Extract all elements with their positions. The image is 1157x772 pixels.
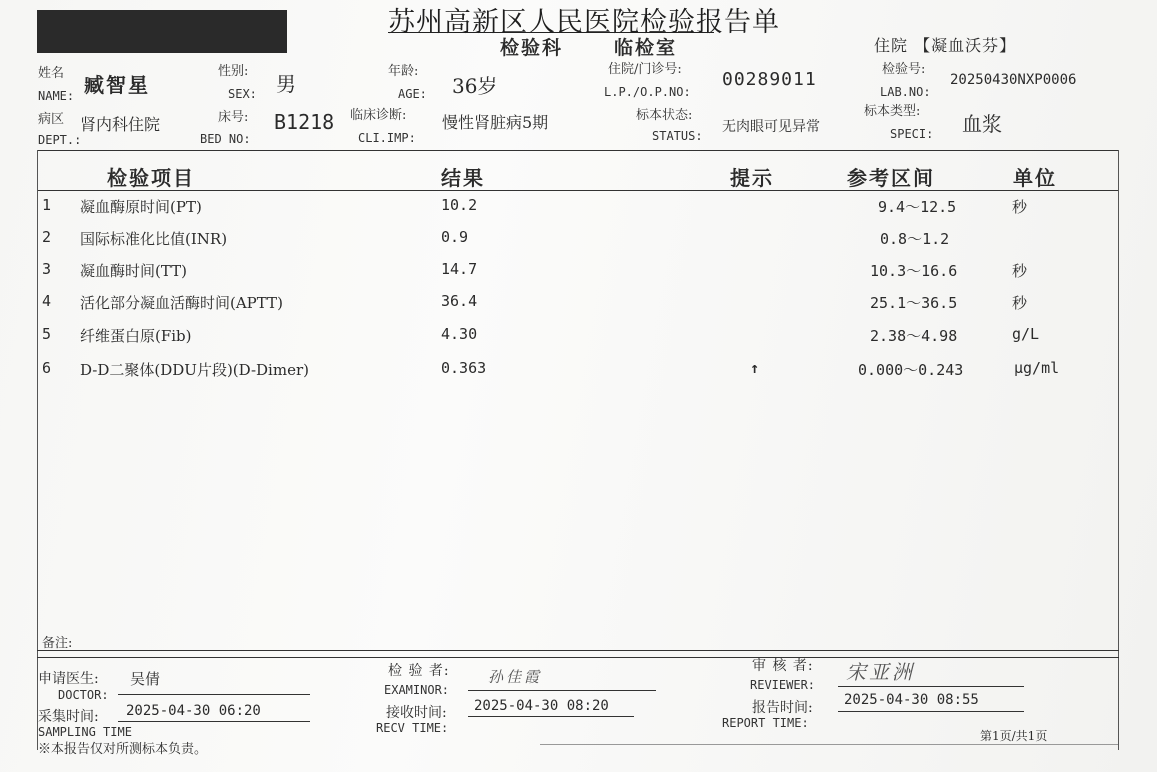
- doctor-label-en: DOCTOR:: [58, 688, 109, 702]
- status-label-en: STATUS:: [652, 129, 703, 143]
- page-number: 第1页/共1页: [980, 729, 1048, 743]
- row-ref: 10.3～16.6: [870, 262, 958, 280]
- footer-top-rule: [37, 650, 1119, 651]
- row-hint-up-arrow: ↑: [750, 359, 760, 377]
- ward-type: 住院 【凝血沃芬】: [874, 36, 1017, 55]
- recv-underline: [468, 716, 634, 717]
- lp-label-cn: 住院/门诊号:: [608, 62, 682, 77]
- speci-value: 血浆: [962, 112, 1002, 136]
- name-label-cn: 姓名: [38, 66, 65, 81]
- row-unit: g/L: [1012, 325, 1040, 343]
- status-label-cn: 标本状态:: [636, 108, 693, 123]
- row-number: 2: [42, 228, 52, 246]
- row-item: 纤维蛋白原(Fib): [80, 327, 192, 345]
- remarks-label: 备注:: [42, 636, 73, 651]
- recv-label-cn: 接收时间:: [386, 705, 447, 721]
- reviewer-signature: 宋亚洲: [846, 660, 915, 684]
- row-number: 5: [42, 325, 52, 343]
- lab-number: 20250430NXP0006: [950, 72, 1077, 88]
- table-row: [0, 325, 1157, 357]
- examinor-signature: 孙佳霞: [488, 668, 543, 686]
- table-top-rule: [37, 150, 1119, 151]
- table-row: [0, 359, 1157, 391]
- table-row: [0, 196, 1157, 228]
- row-item: 国际标准化比值(INR): [80, 230, 228, 248]
- row-ref: 25.1～36.5: [870, 294, 958, 312]
- examinor-label-cn: 检 验 者:: [388, 663, 450, 679]
- sampling-underline: [118, 721, 310, 722]
- header-hint: 提示: [730, 166, 774, 190]
- report-time: 2025-04-30 08:55: [844, 692, 979, 708]
- row-ref: 2.38～4.98: [870, 327, 958, 345]
- reviewer-label-en: REVIEWER:: [750, 678, 816, 692]
- row-item: D-D二聚体(DDU片段)(D-Dimer): [80, 361, 309, 379]
- header-unit: 单位: [1013, 166, 1057, 190]
- row-unit: μg/ml: [1014, 359, 1060, 377]
- reviewer-underline: [838, 686, 1024, 687]
- recv-time: 2025-04-30 08:20: [474, 698, 609, 714]
- lab-section: 临检室: [614, 37, 678, 59]
- header-result: 结果: [441, 166, 485, 190]
- lp-label-en: L.P./O.P.NO:: [604, 85, 691, 99]
- row-result: 0.363: [441, 359, 487, 377]
- footer-second-rule: [37, 657, 1119, 658]
- department: 检验科: [500, 37, 564, 59]
- row-result: 0.9: [441, 228, 469, 246]
- row-result: 36.4: [441, 292, 478, 310]
- age-label-en: AGE:: [398, 87, 427, 101]
- examinor-underline: [468, 690, 656, 691]
- row-number: 3: [42, 260, 52, 278]
- row-number: 4: [42, 292, 52, 310]
- report-label-en: REPORT TIME:: [722, 716, 809, 730]
- lab-no-label-cn: 检验号:: [882, 62, 926, 77]
- bed-label-en: BED NO:: [200, 132, 251, 146]
- patient-age: 36岁: [452, 74, 498, 98]
- dept-label-cn: 病区: [38, 112, 65, 127]
- table-row: [0, 228, 1157, 260]
- table-row: [0, 292, 1157, 324]
- speci-label-en: SPECI:: [890, 127, 934, 141]
- sex-label-cn: 性别:: [218, 64, 249, 79]
- bottom-rule: [540, 744, 1118, 745]
- bed-number: B1218: [274, 110, 335, 134]
- cli-label-cn: 临床诊断:: [350, 108, 407, 123]
- row-result: 4.30: [441, 325, 478, 343]
- dept-value: 肾内科住院: [80, 115, 161, 134]
- patient-sex: 男: [276, 72, 296, 96]
- status-value: 无肉眼可见异常: [722, 119, 820, 135]
- row-unit: 秒: [1012, 294, 1028, 312]
- header-bottom-rule: [37, 190, 1119, 191]
- row-number: 6: [42, 359, 52, 377]
- cli-value: 慢性肾脏病5期: [442, 113, 549, 132]
- report-title: 苏州高新区人民医院检验报告单: [388, 7, 780, 38]
- doctor-underline: [118, 694, 310, 695]
- doctor-label-cn: 申请医生:: [38, 671, 99, 687]
- report-underline: [838, 711, 1024, 712]
- row-item: 凝血酶原时间(PT): [80, 198, 202, 216]
- sampling-label-cn: 采集时间:: [38, 709, 99, 725]
- doctor-name: 吴倩: [130, 670, 161, 688]
- speci-label-cn: 标本类型:: [864, 104, 921, 119]
- examinor-label-en: EXAMINOR:: [384, 683, 450, 697]
- recv-label-en: RECV TIME:: [376, 721, 449, 735]
- dept-label-en: DEPT.:: [38, 133, 82, 147]
- sex-label-en: SEX:: [228, 87, 257, 101]
- row-number: 1: [42, 196, 52, 214]
- row-unit: 秒: [1012, 262, 1028, 280]
- header-item: 检验项目: [107, 166, 195, 190]
- row-result: 14.7: [441, 260, 478, 278]
- age-label-cn: 年龄:: [388, 64, 419, 79]
- disclaimer: ※本报告仅对所测标本负责。: [38, 742, 208, 757]
- report-label-cn: 报告时间:: [752, 700, 813, 716]
- row-ref: 0.000～0.243: [858, 361, 964, 379]
- lp-number: 00289011: [722, 69, 817, 90]
- row-result: 10.2: [441, 196, 478, 214]
- name-label-en: NAME:: [38, 89, 75, 103]
- patient-name: 臧智星: [84, 73, 150, 97]
- redacted-block: [37, 10, 287, 53]
- row-item: 活化部分凝血活酶时间(APTT): [80, 294, 283, 312]
- row-ref: 9.4～12.5: [878, 198, 957, 216]
- cli-label-en: CLI.IMP:: [358, 131, 416, 145]
- row-item: 凝血酶时间(TT): [80, 262, 187, 280]
- table-row: [0, 260, 1157, 292]
- reviewer-label-cn: 审 核 者:: [752, 658, 814, 674]
- bed-label-cn: 床号:: [218, 110, 249, 125]
- sampling-time: 2025-04-30 06:20: [126, 703, 261, 719]
- sampling-label-en: SAMPLING TIME: [38, 725, 132, 739]
- row-unit: 秒: [1012, 198, 1028, 216]
- header-ref: 参考区间: [847, 166, 935, 190]
- row-ref: 0.8～1.2: [880, 230, 950, 248]
- lab-no-label-en: LAB.NO:: [880, 85, 931, 99]
